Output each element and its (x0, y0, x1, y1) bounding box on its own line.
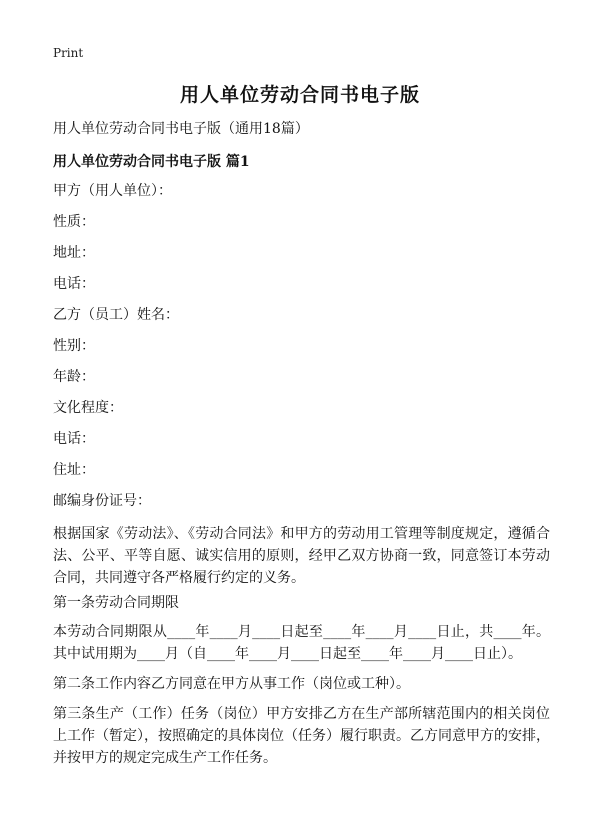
party-fields-list (53, 181, 553, 522)
section-heading: 用人单位劳动合同书电子版 篇1 (53, 154, 250, 170)
article-2-text: 第二条工作内容乙方同意在甲方从事工作（岗位或工种）。 (53, 676, 410, 692)
field-phone-a: 电话： (53, 276, 95, 292)
field-residence: 住址： (53, 462, 95, 478)
field-address: 地址： (53, 245, 95, 261)
field-party-a-employer: 甲方（用人单位）： (53, 183, 172, 199)
field-age: 年龄： (53, 369, 95, 385)
print-label[interactable]: Print (53, 46, 84, 60)
article-1-heading: 第一条劳动合同期限 (53, 595, 179, 611)
field-education: 文化程度： (53, 400, 123, 416)
field-nature: 性质： (53, 214, 95, 230)
document-title: 用人单位劳动合同书电子版 (179, 84, 420, 106)
field-phone-b: 电话： (53, 431, 95, 447)
field-postcode-id-number: 邮编身份证号： (53, 493, 151, 509)
document-subtitle: 用人单位劳动合同书电子版（通用18篇） (53, 121, 309, 137)
article-1-text: 本劳动合同期限从____年____月____日起至____年____月____日止，共____年。其中试用期为____月（自____年____月____日起至____年____月____日止）。 (53, 624, 550, 662)
intro-paragraph: 根据国家《劳动法》、《劳动合同法》和甲方的劳动用工管理等制度规定，遵循合法、公平、平等自愿、诚实信用的原则，经甲乙双方协商一致，同意签订本劳动合同，共同遵守各严格履行约定的义务。 (53, 526, 550, 586)
field-party-b-employee-name: 乙方（员工）姓名： (53, 307, 179, 323)
article-3-text: 第三条生产（工作）任务（岗位）甲方安排乙方在生产部所辖范围内的相关岗位上工作（暂定），按照确定的具体岗位（任务）履行职责。乙方同意甲方的安排，并按甲方的规定完成生产工作任务。 (53, 706, 550, 766)
field-gender: 性别： (53, 338, 95, 354)
